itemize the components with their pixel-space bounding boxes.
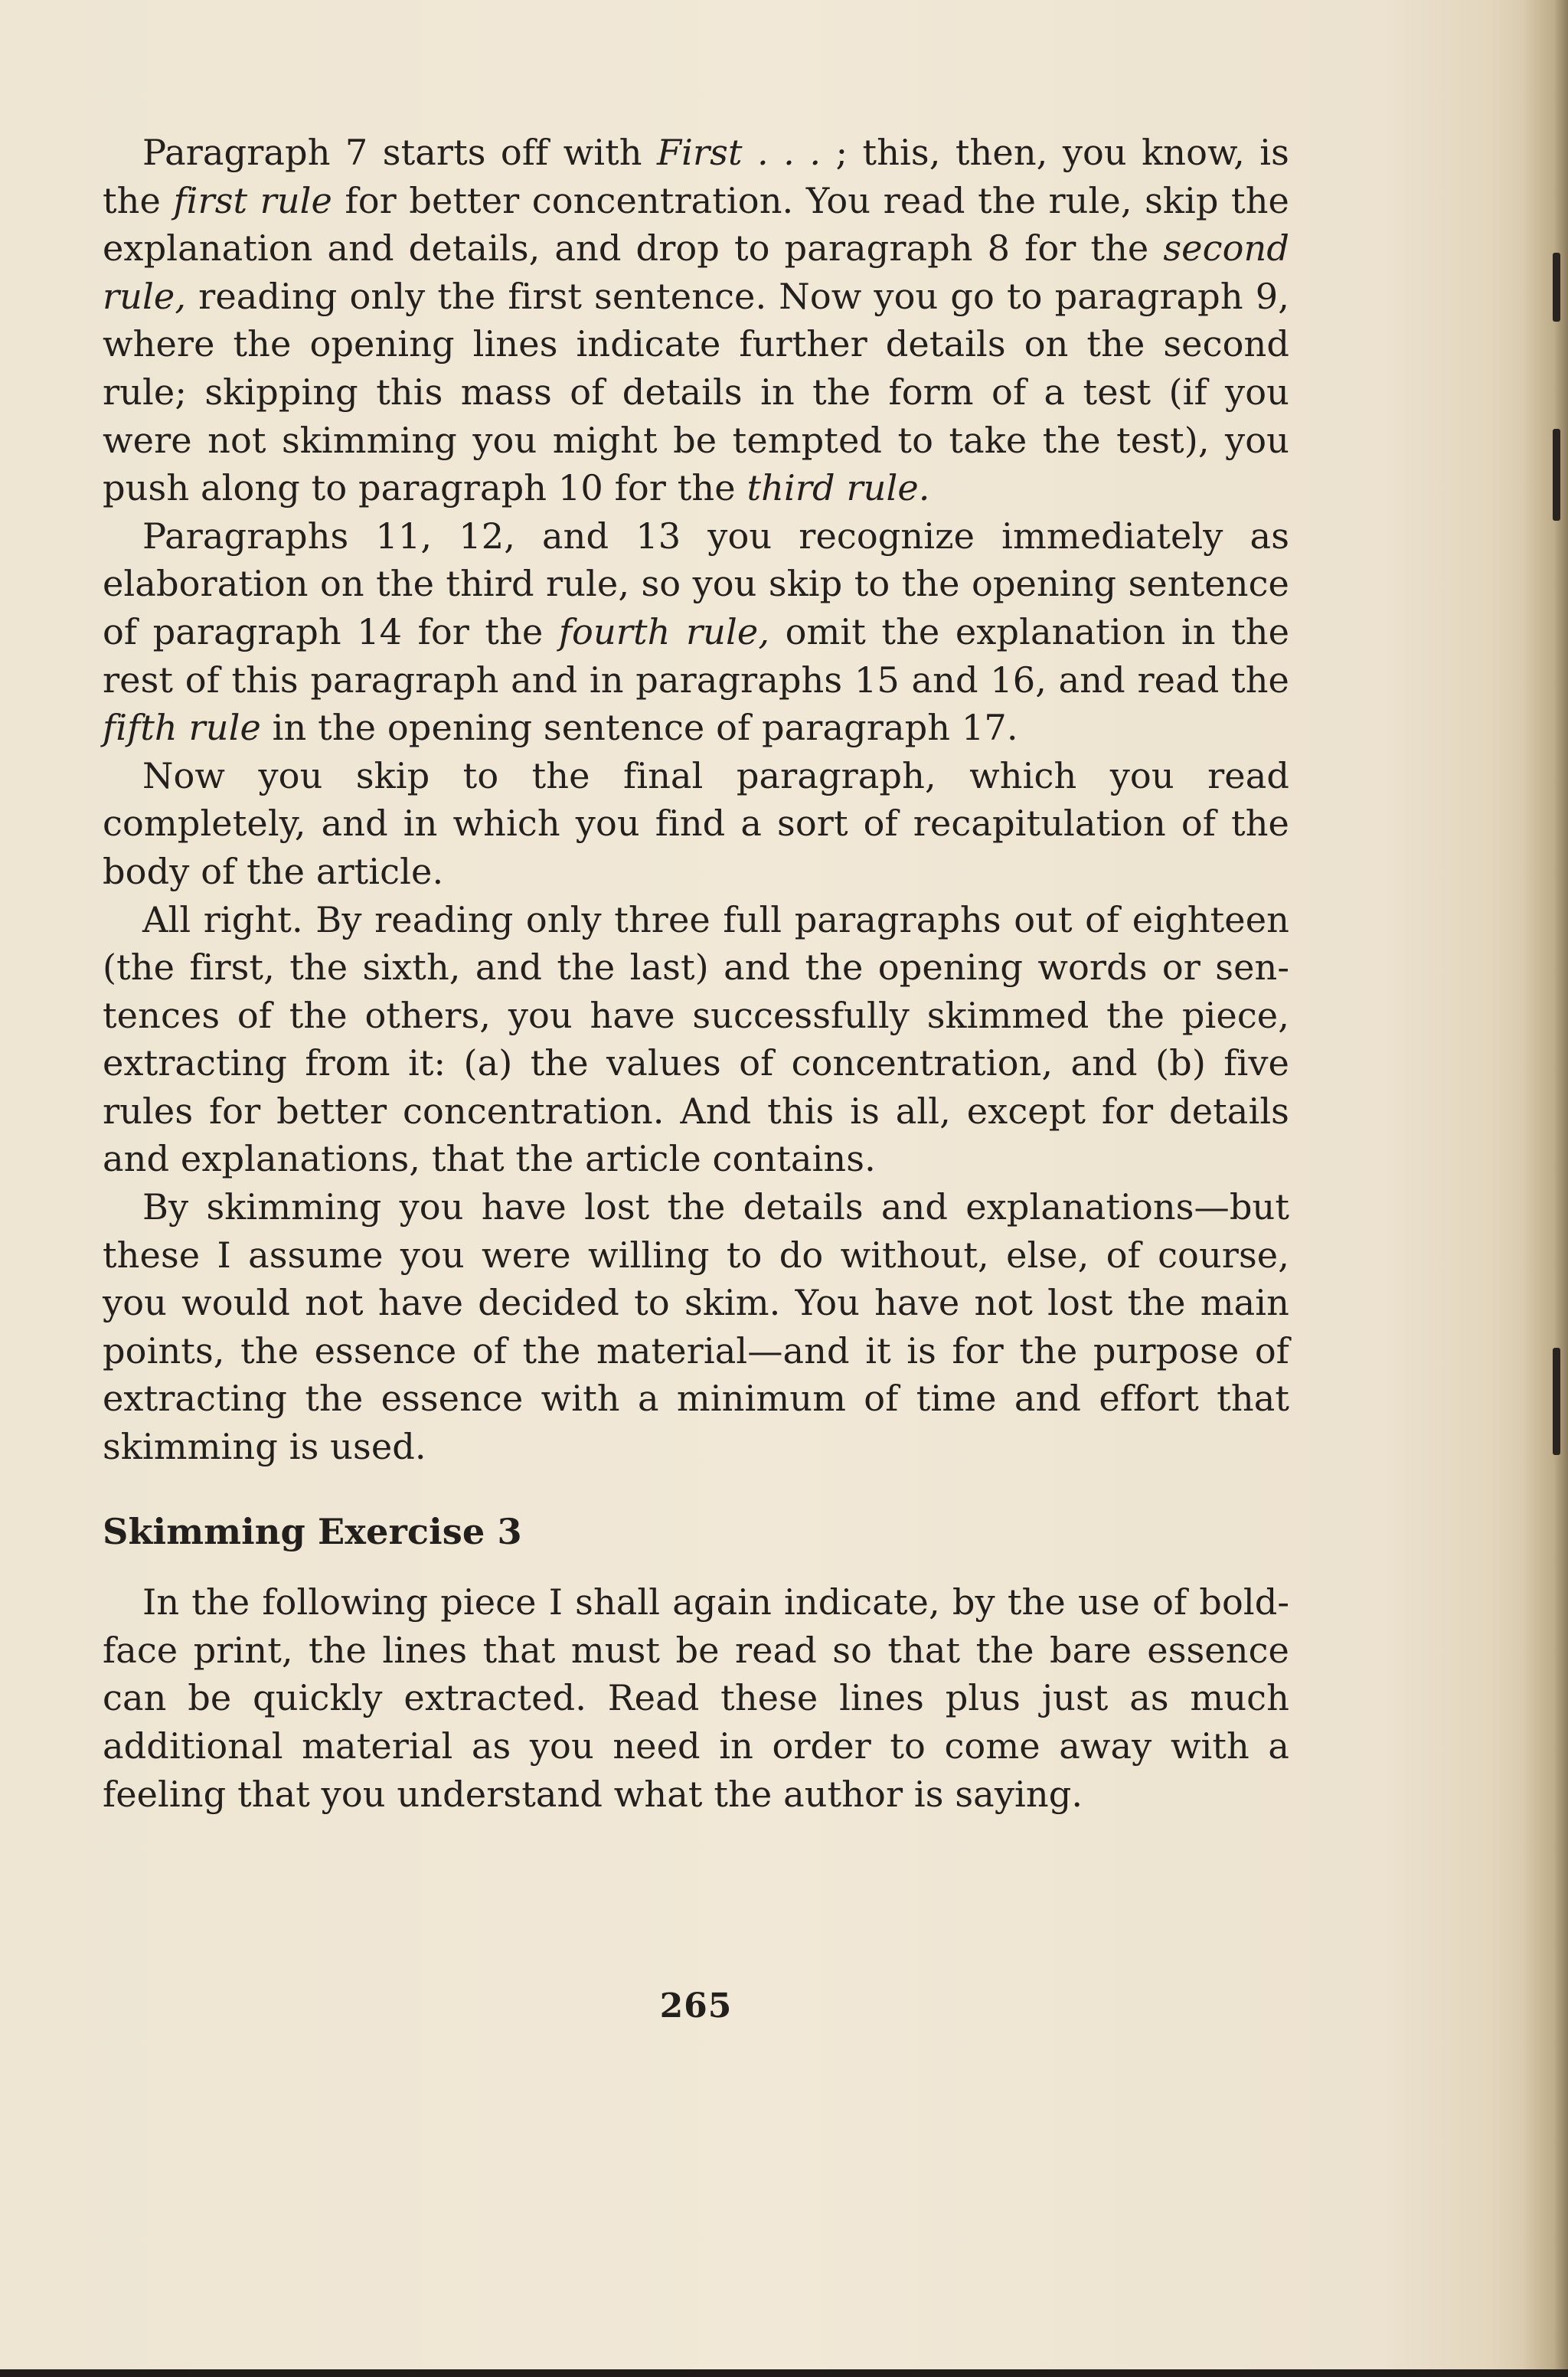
italic-text: second rule,	[103, 227, 1289, 317]
body-text	[103, 129, 1289, 1818]
italic-text: fifth rule	[103, 707, 261, 749]
text-run: in the opening sentence of paragraph 17.	[260, 707, 1018, 749]
italic-text: third rule.	[746, 467, 930, 509]
text-run: By skimming you have lost the details and explanations—but these I assume you were willing to do without, else, of course, you would not have decided to skim. You have not lost the main points, the essence of the material—and it is for the purpose of extracting the essence with a minimum of time and effort that skimming is used.	[103, 1186, 1289, 1468]
page-edge-shadow	[1522, 0, 1568, 2377]
section-heading: Skimming Exercise 3	[103, 1510, 522, 1552]
paragraph	[103, 512, 1289, 752]
page-edge-mark	[1553, 1348, 1560, 1455]
text-run: Now you skip to the final paragraph, which you read completely, and in which you find a sort of recapitulation of the body of the article.	[103, 754, 1289, 892]
italic-text: First . . .	[656, 132, 822, 173]
text-run: reading only the first sentence. Now you go to paragraph 9, where the opening lines indicate further details on the second rule; skipping this mass of details in the form of a test (if you were not skimming you might be tempted to take the test), you push along to paragraph 10 for the	[103, 275, 1289, 509]
text-run: for better concentration. You read the rule, skip the explanation and details, and drop to paragraph 8 for the	[103, 179, 1289, 270]
paragraph	[103, 896, 1289, 1184]
text-run: Paragraphs 11, 12, and 13 you recognize immediately as elaboration on the third rule, so you skip to the opening sentence of paragraph 14 for the	[103, 515, 1289, 652]
paragraph-group	[103, 129, 1289, 1471]
page-bottom-edge	[0, 2369, 1568, 2377]
page-edge-mark	[1553, 429, 1560, 521]
paragraph	[103, 129, 1289, 512]
text-run: All right. By reading only three full paragraphs out of eighteen (the first, the sixth, and the last) and the opening words or sentences of the others, you have successfully skimmed the piece, extracting from it: (a) the values of concentration, and (b) five rules for better concentration. And this is all, except for details and explanations, that the article contains.	[103, 898, 1289, 1180]
paragraph	[103, 1183, 1289, 1471]
closing-paragraph: In the following piece I shall again indicate, by the use of boldface print, the lines that must be read so that the bare essence can be quickly extracted. Read these lines plus just as much additional material as you need in order to come away with a feeling that you understand what the author is saying.	[103, 1581, 1289, 1815]
text-run: omit the explanation in the rest of this paragraph and in paragraphs 15 and 16, and read the	[103, 610, 1290, 701]
text-run: ; this, then, you know, is the	[103, 132, 1289, 221]
page-number: 265	[659, 1986, 733, 2026]
italic-text: first rule	[173, 179, 332, 221]
paragraph	[103, 752, 1289, 896]
page-edge-mark	[1553, 253, 1560, 322]
italic-text: fourth rule,	[558, 610, 770, 652]
text-run: Paragraph 7 starts off with	[142, 132, 657, 173]
